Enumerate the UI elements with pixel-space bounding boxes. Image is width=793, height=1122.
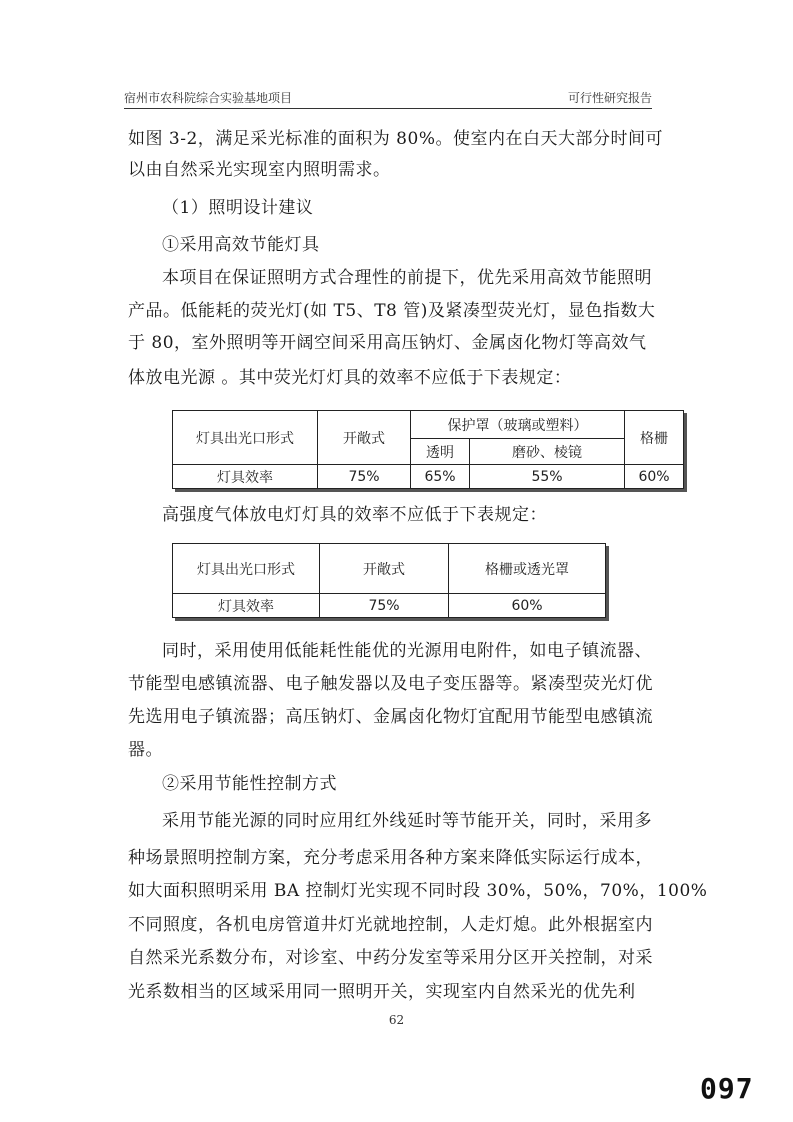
subsection-heading: ②采用节能性控制方式: [162, 774, 337, 794]
paragraph-line: 种场景照明控制方案，充分考虑采用各种方案来降低实际运行成本，: [128, 848, 653, 868]
table-header-cell: 透明: [411, 439, 470, 465]
header-project-title: 宿州市农科院综合实验基地项目: [124, 91, 293, 105]
paragraph-line: 光系数相当的区域采用同一照明开关，实现室内自然采光的优先利: [128, 982, 636, 1002]
table-header-cell: 灯具出光口形式: [173, 411, 318, 465]
table-cell: 60%: [625, 465, 684, 489]
table-cell: 灯具效率: [173, 465, 318, 489]
header-report-title: 可行性研究报告: [567, 91, 652, 105]
table-header-cell: 灯具出光口形式: [173, 544, 320, 594]
paragraph-line: 体放电光源 。其中荧光灯灯具的效率不应低于下表规定：: [128, 368, 572, 388]
paragraph-line: 同时，采用使用低能耗性能优的光源用电附件，如电子镇流器、: [162, 641, 652, 661]
table-cell: 灯具效率: [173, 594, 320, 618]
paragraph-line: 如大面积照明采用 BA 控制灯光实现不同时段 30%，50%，70%，100%: [128, 881, 708, 901]
paragraph-line: 如图 3-2，满足采光标准的面积为 80%。使室内在白天大部分时间可: [128, 129, 663, 149]
subsection-heading: ①采用高效节能灯具: [162, 235, 320, 255]
paragraph-line: 采用节能光源的同时应用红外线延时等节能开关，同时，采用多: [162, 811, 652, 831]
page-stamp-number: 097: [700, 1072, 754, 1105]
paragraph-line: 以由自然采光实现室内照明需求。: [128, 160, 391, 180]
fluorescent-efficiency-table: [172, 410, 684, 489]
page-number: 62: [388, 1013, 405, 1027]
paragraph-line: 不同照度，各机电房管道井灯光就地控制，人走灯熄。此外根据室内: [128, 915, 653, 935]
paragraph-line: 器。: [128, 740, 163, 760]
page-header: [124, 88, 652, 109]
paragraph-line: 节能型电感镇流器、电子触发器以及电子变压器等。紧凑型荧光灯优: [128, 674, 653, 694]
table-cell: 55%: [470, 465, 625, 489]
section-heading: （1）照明设计建议: [162, 198, 314, 218]
paragraph-line: 产品。低能耗的荧光灯(如 T5、T8 管)及紧凑型荧光灯，显色指数大: [128, 301, 656, 321]
paragraph-line: 高强度气体放电灯灯具的效率不应低于下表规定：: [162, 505, 547, 525]
hid-lamp-efficiency-table: [172, 543, 606, 618]
table-cell: 65%: [411, 465, 470, 489]
table-cell: 75%: [320, 594, 449, 618]
table-cell: 75%: [318, 465, 411, 489]
paragraph-line: 先选用电子镇流器；高压钠灯、金属卤化物灯宜配用节能型电感镇流: [128, 707, 653, 727]
table-cell: 60%: [449, 594, 606, 618]
table-header-cell: 格栅: [625, 411, 684, 465]
table-header-cell: 开敞式: [320, 544, 449, 594]
paragraph-line: 自然采光系数分布，对诊室、中药分发室等采用分区开关控制，对采: [128, 948, 653, 968]
table-header-cell: 格栅或透光罩: [449, 544, 606, 594]
table-header-cell: 保护罩（玻璃或塑料）: [411, 411, 625, 439]
paragraph-line: 本项目在保证照明方式合理性的前提下，优先采用高效节能照明: [162, 268, 652, 288]
table-header-cell: 磨砂、棱镜: [470, 439, 625, 465]
table-header-cell: 开敞式: [318, 411, 411, 465]
paragraph-line: 于 80，室外照明等开阔空间采用高压钠灯、金属卤化物灯等高效气: [128, 333, 647, 353]
